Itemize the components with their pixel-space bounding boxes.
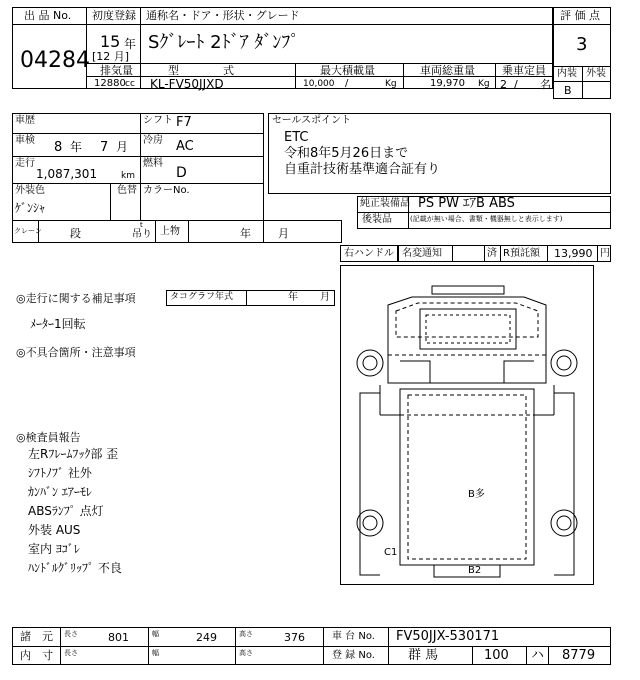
height-label: 高さ: [239, 630, 253, 638]
length-label: 長さ: [64, 630, 78, 638]
length-value: 801: [108, 631, 129, 644]
front-right-wheel: [551, 350, 577, 376]
sales-point-line: ETC: [284, 130, 309, 145]
mark-rear: B2: [468, 565, 482, 576]
inspection-year: 8: [54, 140, 63, 155]
ac-value: AC: [176, 139, 194, 154]
crane-hook-unit: 吊り: [132, 229, 152, 240]
max-load-unit: Kg: [385, 79, 397, 89]
capacity-sep: /: [514, 78, 518, 91]
crane-label: クレーン: [14, 227, 42, 235]
chassis-label: 車 台 No.: [332, 631, 375, 642]
mileage-value: 1,087,301: [36, 167, 98, 181]
dims-label: 諸 元: [20, 630, 53, 643]
eval-score: 3: [576, 34, 588, 55]
color-value: ｹﾞﾝｼｬ: [15, 201, 46, 215]
width-value: 249: [196, 631, 217, 644]
recycle-value: 13,990: [554, 247, 593, 260]
first-reg-label: 初度登録: [92, 9, 136, 22]
vehicle-name: Sｸﾞﾚｰﾄ 2ﾄﾞｱ ﾀﾞﾝﾌﾟ: [148, 32, 300, 53]
inspector-line: 左Rﾌﾚｰﾑﾌｯｸ部 歪: [28, 447, 119, 461]
genuine-value: PS PW ｴｱB ABS: [418, 196, 515, 211]
reg-number: 8779: [562, 648, 596, 663]
model-label: 型 式: [168, 64, 234, 77]
interior-dims-label: 内 寸: [20, 649, 53, 662]
max-load: 10,000: [303, 79, 335, 89]
recycle-label: R預託額: [503, 248, 540, 259]
height-value: 376: [284, 631, 305, 644]
name-change-label: 名変通知: [402, 248, 442, 259]
color-label: 外装色: [15, 185, 45, 196]
inspector-line: 室内 ﾖｺﾞﾚ: [28, 542, 80, 556]
tachograph-year-unit: 年: [288, 292, 298, 303]
color-no-label: 色替: [117, 185, 137, 196]
reg-class: 100: [484, 648, 509, 663]
length-label: 長さ: [64, 649, 78, 657]
capacity-label: 乗車定員: [502, 64, 546, 77]
inspector-line: ｶﾝﾊﾞﾝ ｴｱｰﾓﾚ: [28, 485, 92, 499]
capacity-unit: 名: [540, 78, 551, 91]
cab-outline: [388, 297, 546, 383]
rear-right-wheel: [551, 510, 577, 536]
first-reg-year-unit: 年: [124, 37, 137, 51]
max-load-sep: /: [345, 78, 349, 89]
upper-label: 上物: [160, 226, 180, 237]
upper-month-unit: 月: [278, 227, 289, 240]
first-reg-year: 15: [100, 32, 121, 51]
ac-label: 冷房: [143, 135, 163, 146]
rear-left-wheel: [357, 510, 383, 536]
fuel-label: 燃料: [143, 158, 163, 169]
upper-year-unit: 年: [240, 227, 251, 240]
color-no-label-2: カラーNo.: [143, 185, 190, 196]
supplement-text: ﾒｰﾀｰ1回転: [30, 317, 86, 331]
gross-weight-label: 車両総重量: [420, 64, 475, 77]
max-load-label: 最大積載量: [320, 64, 375, 77]
sales-point-line: 令和8年5月26日まで: [284, 146, 409, 161]
reg-label: 登 録 No.: [332, 650, 375, 661]
displacement-unit: cc: [125, 79, 135, 89]
sales-point-line: 自重計技術基準適合証有り: [284, 162, 441, 177]
gross-weight: 19,970: [430, 78, 465, 89]
displacement-label: 排気量: [100, 64, 133, 77]
reg-area: 群 馬: [408, 648, 439, 663]
name-label: 通称名・ドア・形状・グレード: [146, 9, 300, 22]
mirror-bar: [432, 286, 504, 294]
lot-no: 04284: [20, 48, 90, 73]
model: KL-FV50JJXD: [150, 77, 224, 91]
gross-weight-unit: Kg: [478, 79, 490, 89]
recycle-unit: 円: [600, 248, 610, 259]
aftermarket-note: (記載が無い場合、書類・機器無しと表示します): [410, 215, 563, 223]
first-reg-month: [12 月]: [92, 50, 130, 63]
capacity-num: 2: [500, 78, 507, 91]
mileage-unit: km: [121, 171, 135, 181]
displacement: 12880: [94, 78, 126, 89]
reg-kana: ハ: [531, 648, 545, 663]
shift-label: シフト: [143, 115, 173, 126]
rear-bumper: [434, 565, 500, 577]
inspection-month-unit: 月: [116, 140, 129, 154]
fuel-value: D: [176, 165, 187, 181]
history-label: 車歴: [15, 115, 35, 126]
tachograph-label: タコグラフ年式: [170, 292, 234, 302]
tachograph-month-unit: 月: [320, 292, 330, 303]
mark-cargo: B多: [468, 489, 485, 500]
mark-rear-wheel: C1: [384, 547, 398, 558]
height-label: 高さ: [239, 649, 253, 657]
recycle-mark: 済: [487, 248, 497, 259]
supplement-header: ◎走行に関する補足事項: [16, 292, 136, 305]
inspection-year-unit: 年: [70, 140, 83, 154]
truck-diagram: [340, 265, 594, 585]
inspector-line: ﾊﾝﾄﾞﾙｸﾞﾘｯﾌﾟ 不良: [28, 561, 122, 575]
lot-no-label: 出 品 No.: [24, 9, 72, 22]
shift-value: F7: [176, 115, 192, 130]
interior-grade-label: 内装: [557, 68, 577, 79]
exterior-grade-label: 外装: [586, 68, 606, 79]
aftermarket-label: 後装品: [362, 214, 392, 225]
mileage-label: 走行: [15, 158, 35, 169]
inspector-line: ｼﾌﾄﾉﾌﾞ 社外: [28, 466, 92, 480]
handle-value: 右ハンドル: [344, 248, 394, 259]
inspection-month: 7: [100, 140, 109, 155]
inspector-line: 外装 AUS: [28, 523, 81, 537]
crane-t-unit: t: [140, 221, 143, 229]
inspector-line: ABSﾗﾝﾌﾟ 点灯: [28, 504, 104, 518]
inspector-header: ◎検査員報告: [16, 431, 81, 444]
genuine-label: 純正装備品: [360, 198, 410, 209]
width-label: 幅: [152, 649, 159, 657]
sales-points-label: セールスポイント: [272, 115, 352, 126]
eval-label: 評 価 点: [560, 9, 600, 22]
front-left-wheel: [357, 350, 383, 376]
interior-grade: B: [564, 84, 572, 97]
crane-stage-unit: 段: [70, 227, 81, 240]
width-label: 幅: [152, 630, 159, 638]
inspection-label: 車検: [15, 135, 35, 146]
defects-header: ◎不具合箇所・注意事項: [16, 346, 136, 359]
chassis-no: FV50JJX-530171: [396, 629, 500, 644]
